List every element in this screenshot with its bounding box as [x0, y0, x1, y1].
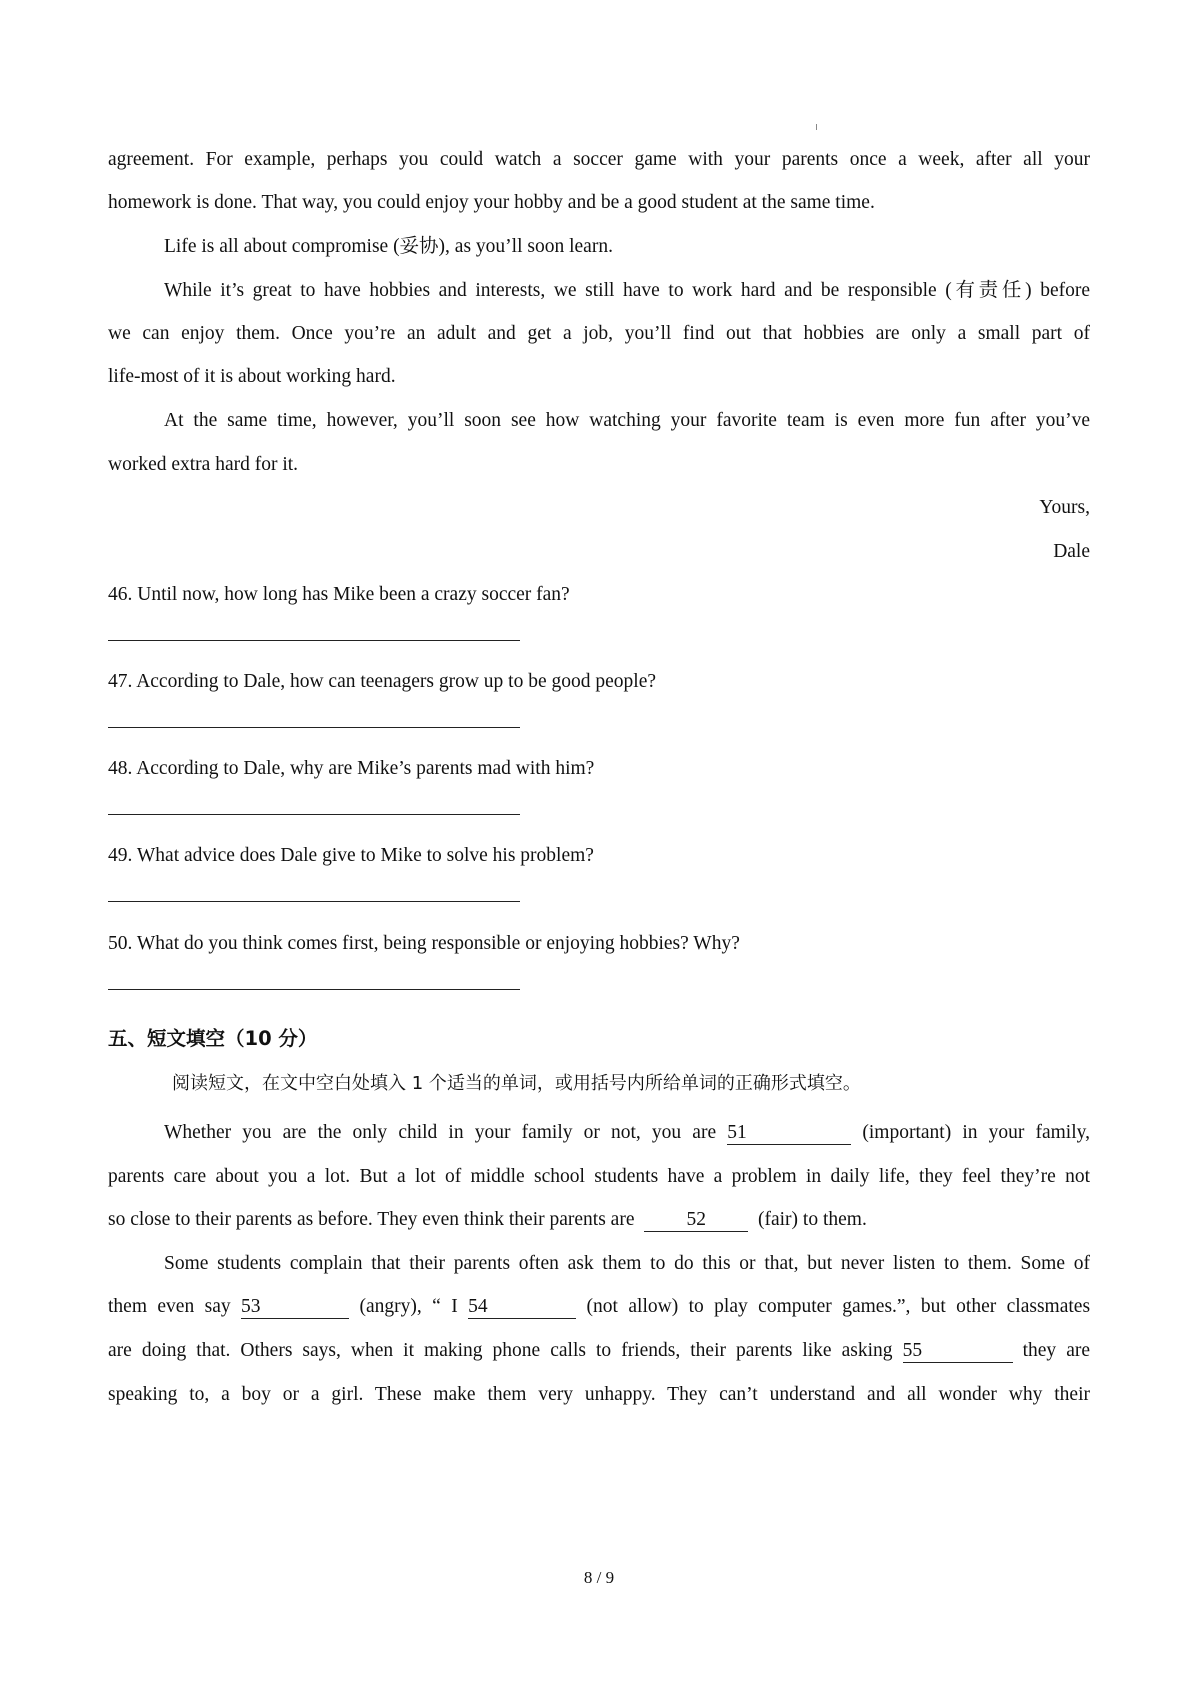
cloze-line: Whether you are the only child in your family or not, you are 51 (important) in your family, [164, 1122, 1091, 1143]
scan-mark [816, 124, 817, 130]
question-number: 48. [108, 758, 133, 779]
page-number: 8 / 9 [583, 1568, 615, 1587]
question-text: What advice does Dale give to Mike to solve his problem? [136, 845, 594, 866]
question-46 [108, 581, 1090, 609]
question-number: 50. [108, 933, 133, 954]
answer-line-47[interactable] [108, 727, 520, 728]
question-number: 47. [108, 671, 133, 692]
answer-line-50[interactable] [108, 989, 520, 990]
section-instruction: 阅读短文，在文中空白处填入 1 个适当的单词，或用括号内所给单词的正确形式填空。 [172, 1073, 861, 1094]
passage-line: While it’s great to have hobbies and interests, we still have to work hard and be responsible (有责任) before [164, 280, 1090, 301]
blank-52[interactable]: 52 [644, 1209, 748, 1232]
cloze-line: are doing that. Others says, when it making phone calls to friends, their parents like asking 55 they are [108, 1340, 1090, 1361]
cloze-line: Some students complain that their parents often ask them to do this or that, but never listen to them. Some of [164, 1253, 1090, 1274]
question-number: 46. [108, 584, 133, 605]
question-47 [108, 668, 1090, 696]
passage-line: homework is done. That way, you could enjoy your hobby and be a good student at the same time. [108, 192, 875, 213]
question-49 [108, 842, 1090, 870]
cloze-line: so close to their parents as before. They even think their parents are 52 (fair) to them. [108, 1209, 867, 1230]
passage-line: life-most of it is about working hard. [108, 366, 396, 387]
question-text: According to Dale, how can teenagers grow up to be good people? [136, 671, 657, 692]
question-number: 49. [108, 845, 133, 866]
blank-55[interactable]: 55 [903, 1340, 1013, 1363]
cloze-line: speaking to, a boy or a girl. These make them very unhappy. They can’t understand and all wonder why their [108, 1384, 1090, 1405]
answer-line-49[interactable] [108, 901, 520, 902]
passage-line: agreement. For example, perhaps you could watch a soccer game with your parents once a week, after all your [108, 149, 1090, 170]
answer-line-46[interactable] [108, 640, 520, 641]
section-heading: 五、短文填空（10 分） [108, 1027, 318, 1050]
cloze-line: parents care about you a lot. But a lot of middle school students have a problem in daily life, they feel they’re not [108, 1166, 1090, 1187]
cloze-line: them even say 53 (angry), “ I 54 (not allow) to play computer games.”, but other classmates [108, 1296, 1091, 1317]
question-48 [108, 755, 1090, 783]
question-text: Until now, how long has Mike been a crazy soccer fan? [137, 584, 570, 605]
answer-line-48[interactable] [108, 814, 520, 815]
blank-51[interactable]: 51 [727, 1122, 851, 1145]
letter-closing: Yours, [1039, 497, 1090, 518]
blank-53[interactable]: 53 [241, 1296, 349, 1319]
passage-line: we can enjoy them. Once you’re an adult and get a job, you’ll find out that hobbies are only a small part of [108, 323, 1090, 344]
blank-54[interactable]: 54 [468, 1296, 576, 1319]
question-50 [108, 930, 1090, 958]
letter-signature: Dale [1053, 541, 1090, 562]
passage-paragraph: Life is all about compromise (妥协), as you’ll soon learn. [164, 236, 613, 257]
passage-line: At the same time, however, you’ll soon see how watching your favorite team is even more fun after you’ve [164, 410, 1090, 431]
question-text: What do you think comes first, being responsible or enjoying hobbies? Why? [136, 933, 740, 954]
passage-line: worked extra hard for it. [108, 454, 299, 475]
question-text: According to Dale, why are Mike’s parents mad with him? [136, 758, 595, 779]
